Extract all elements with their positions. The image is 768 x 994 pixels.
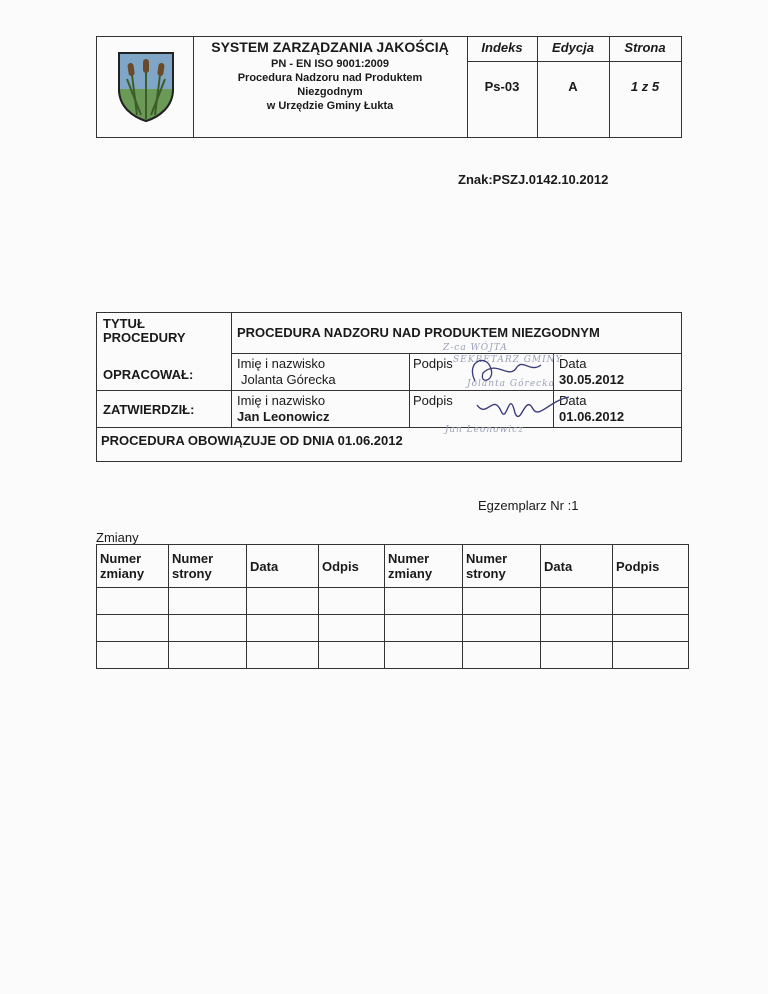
table-cell (541, 588, 613, 615)
table-cell (247, 642, 319, 669)
changes-header-row (97, 545, 689, 588)
reference-number: Znak:PSZJ.0142.10.2012 (458, 172, 609, 187)
stamp-name-1: Jolanta Górecka (467, 379, 556, 389)
procedure-box (96, 312, 682, 462)
title-label-line1: TYTUŁ (103, 316, 145, 331)
table-cell (169, 588, 247, 615)
table-cell (319, 588, 385, 615)
table-cell (97, 615, 169, 642)
changes-table (96, 544, 689, 669)
title-label-line2: PROCEDURY (103, 330, 186, 345)
effective-date: PROCEDURA OBOWIĄZUJE OD DNIA 01.06.2012 (101, 433, 403, 448)
table-cell (319, 642, 385, 669)
page-header: Strona (624, 40, 666, 55)
column-header: Podpis (613, 545, 689, 588)
table-row (97, 588, 689, 615)
approved-date: 01.06.2012 (559, 409, 625, 424)
table-row (97, 642, 689, 669)
procedure-title-line1: Procedura Nadzoru nad Produktem (237, 72, 423, 84)
office-label: w Urzędzie Gminy Łukta (266, 100, 394, 112)
column-header: Numer zmiany (97, 545, 169, 588)
prepared-date-label: Data (559, 356, 587, 371)
table-cell (169, 615, 247, 642)
procedure-title: PROCEDURA NADZORU NAD PRODUKTEM NIEZGODNYM (237, 325, 600, 340)
document-header (96, 36, 682, 138)
table-cell (385, 642, 463, 669)
stamp-secretary: SEKRETARZ GMINY (453, 355, 563, 365)
copy-number: Egzemplarz Nr :1 (478, 498, 579, 513)
index-value: Ps-03 (484, 79, 520, 94)
signature-approved-icon (469, 383, 589, 429)
table-cell (541, 642, 613, 669)
column-header: Numer strony (463, 545, 541, 588)
column-header: Data (541, 545, 613, 588)
prepared-label: OPRACOWAŁ: (103, 367, 194, 382)
table-cell (97, 588, 169, 615)
table-cell (541, 615, 613, 642)
table-cell (613, 642, 689, 669)
table-cell (247, 588, 319, 615)
approved-date-label: Data (559, 393, 587, 408)
title-label (103, 317, 186, 345)
page-value: 1 z 5 (630, 79, 660, 94)
table-cell (613, 588, 689, 615)
table-cell (319, 615, 385, 642)
system-title: SYSTEM ZARZĄDZANIA JAKOŚCIĄ (211, 39, 449, 55)
prepared-name: Jolanta Górecka (241, 372, 336, 387)
stamp-deputy: Z-ca WÓJTA (443, 343, 508, 353)
table-row (97, 615, 689, 642)
prepared-date: 30.05.2012 (559, 372, 625, 387)
coat-of-arms-icon (115, 49, 177, 123)
table-cell (613, 615, 689, 642)
table-cell (463, 642, 541, 669)
procedure-title-line2: Niezgodnym (297, 86, 363, 98)
edition-header: Edycja (552, 40, 594, 55)
table-cell (247, 615, 319, 642)
column-header: Data (247, 545, 319, 588)
prepared-signature-label: Podpis (413, 356, 453, 371)
table-cell (463, 588, 541, 615)
column-header: Odpis (319, 545, 385, 588)
approved-label: ZATWIERDZIŁ: (103, 402, 195, 417)
table-cell (169, 642, 247, 669)
prepared-name-label: Imię i nazwisko (237, 356, 326, 371)
table-cell (385, 588, 463, 615)
index-header: Indeks (481, 40, 523, 55)
table-cell (385, 615, 463, 642)
approved-name: Jan Leonowicz (237, 409, 330, 424)
table-cell (97, 642, 169, 669)
column-header: Numer zmiany (385, 545, 463, 588)
column-header: Numer strony (169, 545, 247, 588)
norm-label: PN - EN ISO 9001:2009 (270, 58, 389, 70)
edition-value: A (568, 79, 578, 94)
changes-label: Zmiany (96, 530, 139, 545)
approved-signature-label: Podpis (413, 393, 453, 408)
stamp-name-2: Jan Leonowicz (445, 425, 524, 435)
table-cell (463, 615, 541, 642)
approved-name-label: Imię i nazwisko (237, 393, 326, 408)
